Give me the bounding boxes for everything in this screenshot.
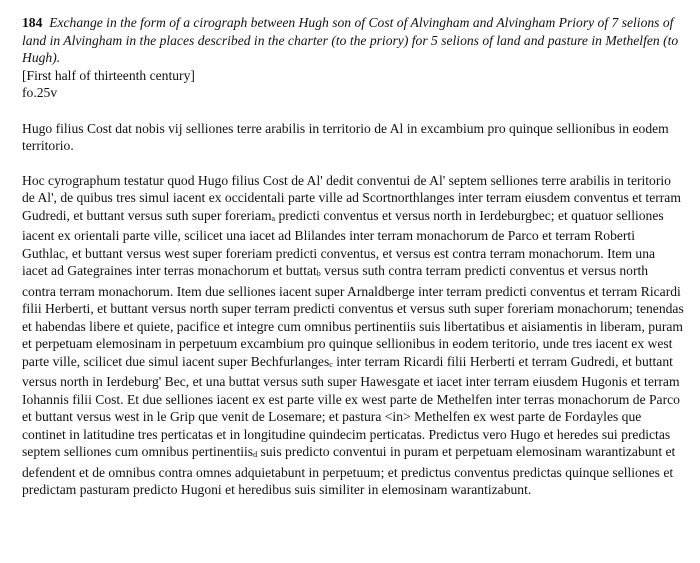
abstract-paragraph: Hugo filius Cost dat nobis vij selliones terre arabilis in territorio de Al in excambium pro quinque sellionibus in eodem territorio. <box>22 120 669 153</box>
charter-text-4: inter terram Ricardi filii Herberti et terram Gudredi, et buttant versus north in Ierdeburg' Bec, et una buttat versus suth super Hawesgate et iacet inter terram eiusdem Hugonis et terram Iohannis filii Cost. Et due selliones iacent ex est parte ville ex west parte de Methelfen inter terras monachorum de Parco et buttant versus west in le Grip que venit de Losemare; et pastura <in> Methelfen ex west parte de Fordayles que continet in latitudine tres perticatas et in longitudine quindecim perticatas. Predictus vero Hugo et heredes sui predictas septem selliones cum omnibus pertinentiis <box>22 353 680 459</box>
document-page <box>22 14 684 499</box>
footnote-marker-c: c <box>329 359 333 369</box>
charter-text-5: suis predicto conventui in puram et perpetuam elemosinam warantizabunt et defendent et de omnibus contra omnes adquietabunt in perpetuum; et predictus conventus predictas quinque selliones et predictam pasturam predicto Hugoni et heredibus suis similiter in elemosinam warantizabunt. <box>22 444 676 497</box>
charter-text-2: predicti conventus et versus north in Ierdeburgbec; et quatuor selliones iacent ex orientali parte ville, scilicet una iacet ad Blilandes inter terram monachorum de Parco et terram Roberti Guthlac, et buttant versus west super foreriam predicti conventus, et versus est contra terram monachorum. Item una iacet ad Gategraines inter terras monachorum et buttat <box>22 207 664 278</box>
entry-description: Exchange in the form of a cirograph between Hugh son of Cost of Alvingham and Alvingham Priory of 7 selions of land in Alvingham in the places described in the charter (to the priory) for 5 selions of land and pasture in Methelfen (to Hugh). <box>22 15 679 65</box>
footnote-marker-b: b <box>316 269 321 278</box>
charter-paragraph <box>22 172 684 499</box>
footnote-marker-d: d <box>253 450 258 459</box>
entry-number: 184 <box>22 15 43 30</box>
entry-heading <box>22 14 684 67</box>
charter-text-1: Hoc cyrographum testatur quod Hugo filius Cost de Al' dedit conventui de Al' septem selliones terre arabilis in teritorio de Al', de quibus tres simul iacent ex occidentali parte ville ad Scortnorthlanges inter terram eiusdem conventus et terram Gudredi, et buttant versus suth super foreriam <box>22 172 681 223</box>
entry-date: [First half of thirteenth century] <box>22 67 195 83</box>
footnote-marker-a: a <box>271 213 276 223</box>
charter-text-3: versus suth contra terram predicti conventus et versus north contra terram monachorum. Item due selliones iacent super Arnaldberge inter terram predicti conventus et terram Ricardi filii Herberti, et buttant versus north super terram predicti conventus et versus suth super foreriam monachorum; tenendas et habendas libere et quiete, pacifice et integre cum omnibus pertinentiis suis libertatibus et aisiamentis in liberam, puram et perpetuam elemosinam in perpetuum excambium pro quinque sellionibus in eodem teritorio, unde tres iacent ex west parte ville, scilicet due simul iacent super Bechfurlanges <box>22 263 684 369</box>
entry-folio: fo.25v <box>22 85 58 100</box>
